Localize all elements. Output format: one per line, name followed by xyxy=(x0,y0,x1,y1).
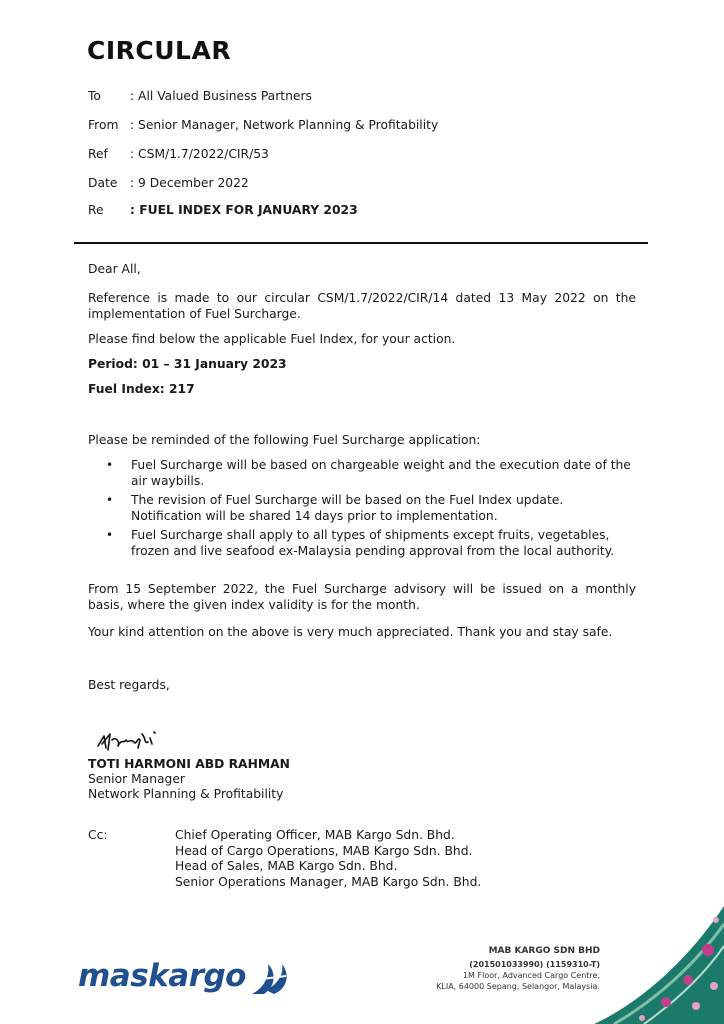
instruction-paragraph: Please find below the applicable Fuel Index, for your action. xyxy=(88,332,456,346)
bullet-icon: • xyxy=(106,493,114,507)
cc-label: Cc: xyxy=(88,828,108,842)
thanks-paragraph: Your kind attention on the above is very much appreciated. Thank you and stay safe. xyxy=(88,625,613,639)
reference-paragraph: Reference is made to our circular CSM/1.7/2022/CIR/14 dated 13 May 2022 on the implementation of Fuel Surcharge. xyxy=(88,291,636,321)
list-item: Head of Sales, MAB Kargo Sdn. Bhd. xyxy=(175,859,398,873)
company-name: MAB KARGO SDN BHD xyxy=(488,946,600,956)
address-line: KLIA, 64000 Sepang, Selangor, Malaysia. xyxy=(436,982,600,991)
header-to xyxy=(88,89,312,103)
period-line: Period: 01 – 31 January 2023 xyxy=(88,357,287,371)
list-item xyxy=(88,457,636,489)
signatory-title: Senior Manager xyxy=(88,772,185,786)
company-address-block xyxy=(436,946,600,992)
list-item: Chief Operating Officer, MAB Kargo Sdn. Bhd. xyxy=(175,828,455,842)
header-value: : 9 December 2022 xyxy=(130,176,249,190)
header-key: Date xyxy=(88,176,118,190)
header-value: : Senior Manager, Network Planning & Profitability xyxy=(130,118,439,132)
header-key: Ref xyxy=(88,147,108,161)
address-line: 1M Floor, Advanced Cargo Centre, xyxy=(462,971,600,980)
reminder-paragraph: Please be reminded of the following Fuel Surcharge application: xyxy=(88,433,481,447)
surcharge-bullet-list xyxy=(88,457,636,562)
header-value: : All Valued Business Partners xyxy=(130,89,312,103)
cc-list xyxy=(175,828,481,890)
bullet-icon: • xyxy=(106,458,114,472)
header-re xyxy=(88,203,358,217)
header-value: : CSM/1.7/2022/CIR/53 xyxy=(130,147,269,161)
signatory-name: TOTI HARMONI ABD RAHMAN xyxy=(88,757,290,771)
closing: Best regards, xyxy=(88,678,170,692)
header-key: From xyxy=(88,118,119,132)
header-date xyxy=(88,176,249,190)
header-from xyxy=(88,118,439,132)
bullet-text: Fuel Surcharge will be based on chargeable weight and the execution date of the air waybills. xyxy=(131,458,631,488)
header-key: Re xyxy=(88,203,104,217)
fuel-index-line: Fuel Index: 217 xyxy=(88,382,195,396)
page-title: CIRCULAR xyxy=(87,36,232,65)
logo-wordmark: maskargo xyxy=(78,958,246,994)
maskargo-logo xyxy=(78,958,308,1002)
bullet-text: Fuel Surcharge shall apply to all types of shipments except fruits, vegetables, frozen and live seafood ex-Malaysia pending approval from the local authority. xyxy=(131,528,615,558)
bullet-text: The revision of Fuel Surcharge will be based on the Fuel Index update. Notification will be shared 14 days prior to implementation. xyxy=(131,493,564,523)
bullet-icon: • xyxy=(106,528,114,542)
list-item xyxy=(88,527,636,559)
company-registration: (201501033990) (1159310-T) xyxy=(469,960,600,969)
moon-kite-icon xyxy=(246,960,294,998)
advisory-paragraph: From 15 September 2022, the Fuel Surcharge advisory will be issued on a monthly basis, where the given index validity is for the month. xyxy=(88,582,636,612)
header-ref xyxy=(88,147,269,161)
header-key: To xyxy=(88,89,101,103)
list-item: Head of Cargo Operations, MAB Kargo Sdn. Bhd. xyxy=(175,843,473,858)
list-item xyxy=(88,492,636,524)
signatory-department: Network Planning & Profitability xyxy=(88,787,284,801)
list-item: Senior Operations Manager, MAB Kargo Sdn. Bhd. xyxy=(175,874,482,889)
signature-image xyxy=(94,726,166,756)
greeting: Dear All, xyxy=(88,262,141,276)
header-divider xyxy=(74,242,648,244)
header-value: : FUEL INDEX FOR JANUARY 2023 xyxy=(130,203,358,217)
batik-corner-decoration xyxy=(584,906,724,1024)
